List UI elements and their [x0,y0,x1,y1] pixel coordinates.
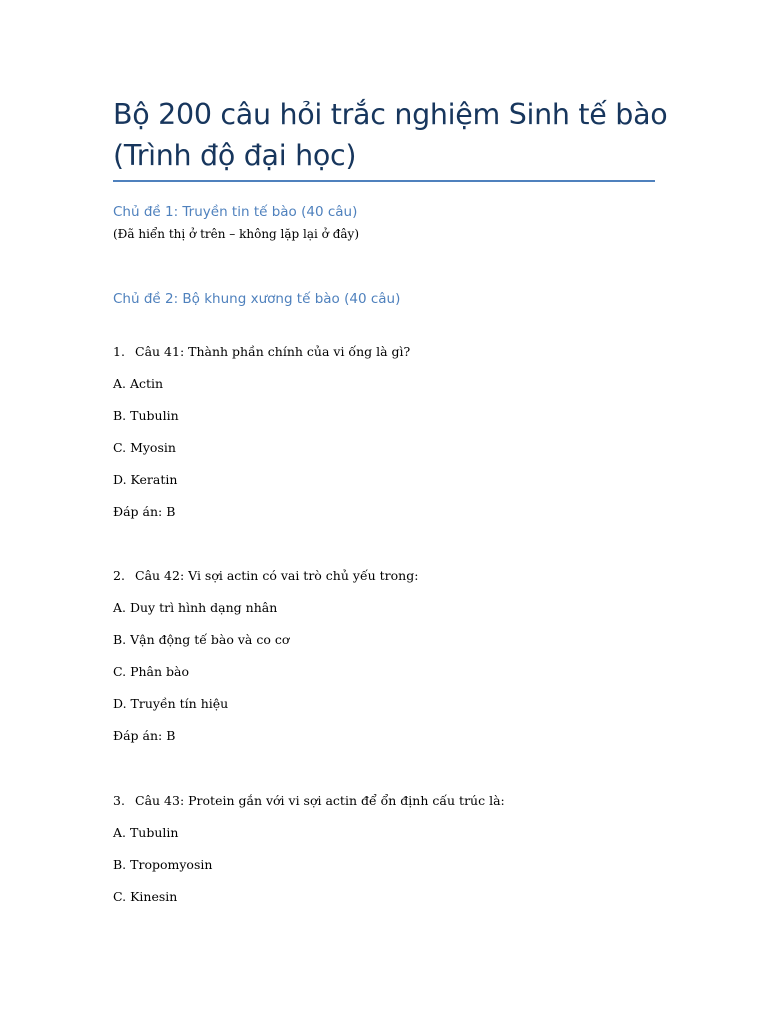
question-3-option-a: A. Tubulin [113,825,179,840]
title-underline [113,180,655,182]
document-title [113,94,673,176]
question-1-option-d: D. Keratin [113,472,178,487]
question-2-answer: Đáp án: B [113,728,176,743]
question-2-option-b: B. Vận động tế bào và co cơ [113,632,290,647]
question-2-text: Câu 42: Vi sợi actin có vai trò chủ yếu trong: [135,568,419,583]
question-3-text: Câu 43: Protein gắn với vi sợi actin để ổn định cấu trúc là: [135,793,505,808]
topic-1-heading: Chủ đề 1: Truyền tin tế bào (40 câu) [113,204,358,220]
question-3 [113,793,505,809]
question-1-option-b: B. Tubulin [113,408,179,423]
question-1-text: Câu 41: Thành phần chính của vi ống là gì? [135,344,411,359]
question-1-answer: Đáp án: B [113,504,176,519]
question-1-option-a: A. Actin [113,376,164,391]
topic-2-heading: Chủ đề 2: Bộ khung xương tế bào (40 câu) [113,291,401,307]
document-title-line-2: (Trình độ đại học) [113,139,357,172]
question-2-option-d: D. Truyền tín hiệu [113,696,229,711]
question-2-number: 2. [113,568,125,583]
question-2-option-a: A. Duy trì hình dạng nhân [113,600,278,615]
question-3-option-b: B. Tropomyosin [113,857,213,872]
question-1 [113,344,410,360]
question-1-number: 1. [113,344,125,359]
topic-1-note: (Đã hiển thị ở trên – không lặp lại ở đây) [113,227,360,241]
question-3-option-c: C. Kinesin [113,889,178,904]
question-1-option-c: C. Myosin [113,440,176,455]
question-2 [113,568,418,584]
question-3-number: 3. [113,793,125,808]
document-title-line-1: Bộ 200 câu hỏi trắc nghiệm Sinh tế bào [113,98,668,131]
question-2-option-c: C. Phân bào [113,664,189,679]
